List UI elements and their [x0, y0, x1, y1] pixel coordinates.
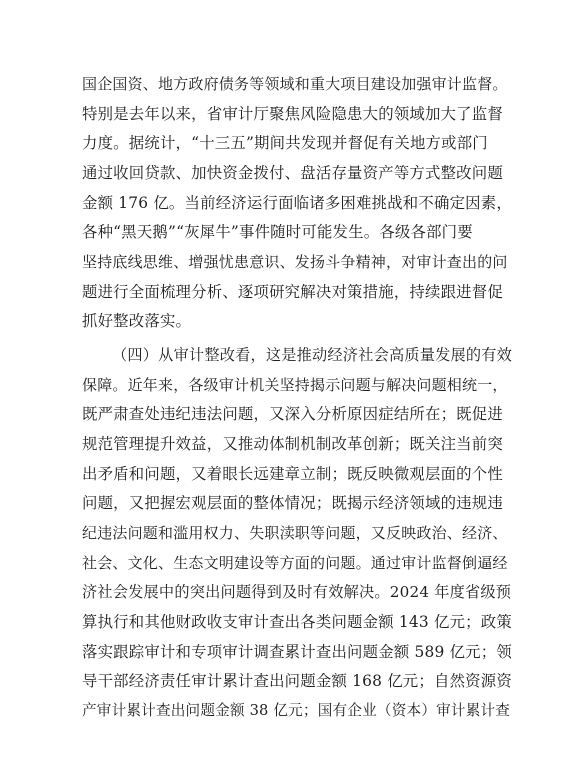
text-line-13: 规范管理提升效益，又推动体制机制改革创新；既关注当前突	[82, 435, 503, 453]
text-line-8: 题进行全面梳理分析、逐项研究解决对策措施，持续跟进督促	[82, 283, 503, 301]
text-line-3: 力度。据统计，“十三五”期间共发现并督促有关地方或部门	[82, 134, 488, 152]
text-line-16: 纪违法问题和滥用权力、失职渎职等问题，又反映政治、经济、	[82, 524, 508, 542]
text-line-11: 保障。近年来，各级审计机关坚持揭示问题与解决问题相统一，	[82, 376, 508, 394]
text-line-18: 济社会发展中的突出问题得到及时有效解决。2024 年度省级预	[82, 583, 512, 601]
text-line-9: 抓好整改落实。	[82, 312, 192, 330]
text-line-6: 各种“黑天鹅”“灰犀牛”事件随时可能发生。各级各部门要	[82, 223, 473, 241]
text-line-7: 坚持底线思维、增强忧患意识、发扬斗争精神，对审计查出的问	[82, 253, 508, 271]
text-line-12: 既严肃查处违纪违法问题，又深入分析原因症结所在；既促进	[82, 405, 503, 423]
text-line-5: 金额 176 亿。当前经济运行面临诸多困难挑战和不确定因素，	[82, 194, 512, 212]
text-line-20: 落实跟踪审计和专项审计调查累计查出问题金额 589 亿元；领	[82, 643, 512, 661]
text-line-2: 特别是去年以来，省审计厅聚焦风险隐患大的领域加大了监督	[82, 105, 503, 123]
text-line-1: 国企国资、地方政府债务等领域和重大项目建设加强审计监督。	[82, 75, 508, 93]
text-line-19: 算执行和其他财政收支审计查出各类问题金额 143 亿元；政策	[82, 613, 512, 631]
paragraph-four-heading-line: （四）从审计整改看，这是推动经济社会高质量发展的有效	[112, 346, 513, 364]
text-line-21: 导干部经济责任审计累计查出问题金额 168 亿元；自然资源资	[82, 672, 512, 690]
text-line-15: 问题，又把握宏观层面的整体情况；既揭示经济领域的违规违	[82, 494, 503, 512]
text-line-14: 出矛盾和问题，又着眼长远建章立制；既反映微观层面的个性	[82, 465, 503, 483]
text-line-22: 产审计累计查出问题金额 38 亿元；国有企业（资本）审计累计查	[82, 702, 511, 719]
text-line-17: 社会、文化、生态文明建设等方面的问题。通过审计监督倒逼经	[82, 554, 508, 572]
text-line-4: 通过收回贷款、加快资金拨付、盘活存量资产等方式整改问题	[82, 164, 503, 182]
